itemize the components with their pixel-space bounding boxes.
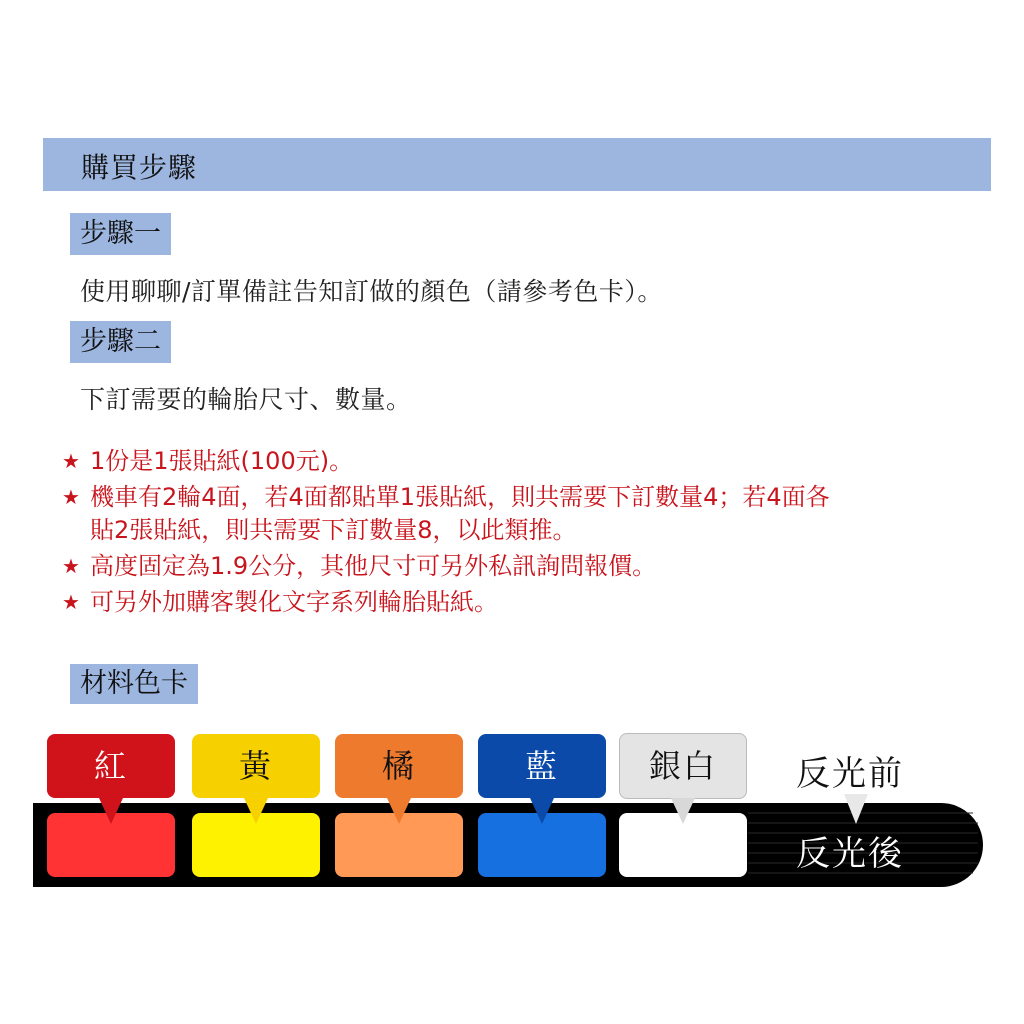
title-bar	[43, 138, 991, 191]
color-label-red: 紅	[47, 734, 175, 798]
step-one-tag: 步驟一	[70, 213, 171, 255]
step-one-text: 使用聊聊/訂單備註告知訂做的顏色（請參考色卡）。	[80, 277, 663, 306]
color-label-orange: 橘	[335, 734, 463, 798]
note-item	[62, 445, 962, 478]
color-label-blue: 藍	[478, 734, 606, 798]
color-card-tag: 材料色卡	[70, 664, 198, 704]
pointer-reflective	[844, 794, 868, 824]
star-icon: ★	[62, 554, 80, 578]
note-line: 可另外加購客製化文字系列輪胎貼紙。	[90, 588, 498, 616]
color-label-silver-white: 銀白	[619, 733, 747, 799]
note-item	[62, 550, 962, 583]
star-icon: ★	[62, 590, 80, 614]
step-two-tag: 步驟二	[70, 321, 171, 363]
pointer-blue	[530, 798, 554, 824]
page-title: 購買步驟	[81, 151, 198, 184]
step-two-text: 下訂需要的輪胎尺寸、數量。	[80, 385, 412, 414]
reflective-front-label: 反光前	[796, 754, 904, 794]
note-item	[62, 481, 962, 547]
star-icon: ★	[62, 449, 80, 473]
pointer-orange	[387, 798, 411, 824]
star-icon: ★	[62, 485, 80, 509]
note-line: 機車有2輪4面，若4面都貼單1張貼紙，則共需要下訂數量4；若4面各	[90, 483, 830, 511]
note-line: 高度固定為1.9公分，其他尺寸可另外私訊詢問報價。	[90, 552, 657, 580]
notes-list	[62, 445, 962, 622]
pointer-silver-white	[671, 798, 695, 824]
pointer-yellow	[244, 798, 268, 824]
color-label-yellow: 黃	[192, 734, 320, 798]
note-line: 1份是1張貼紙(100元)。	[90, 447, 354, 475]
note-item	[62, 586, 962, 619]
note-line: 貼2張貼紙，則共需要下訂數量8，以此類推。	[90, 516, 577, 544]
reflective-back-label: 反光後	[796, 834, 904, 874]
pointer-red	[99, 798, 123, 824]
